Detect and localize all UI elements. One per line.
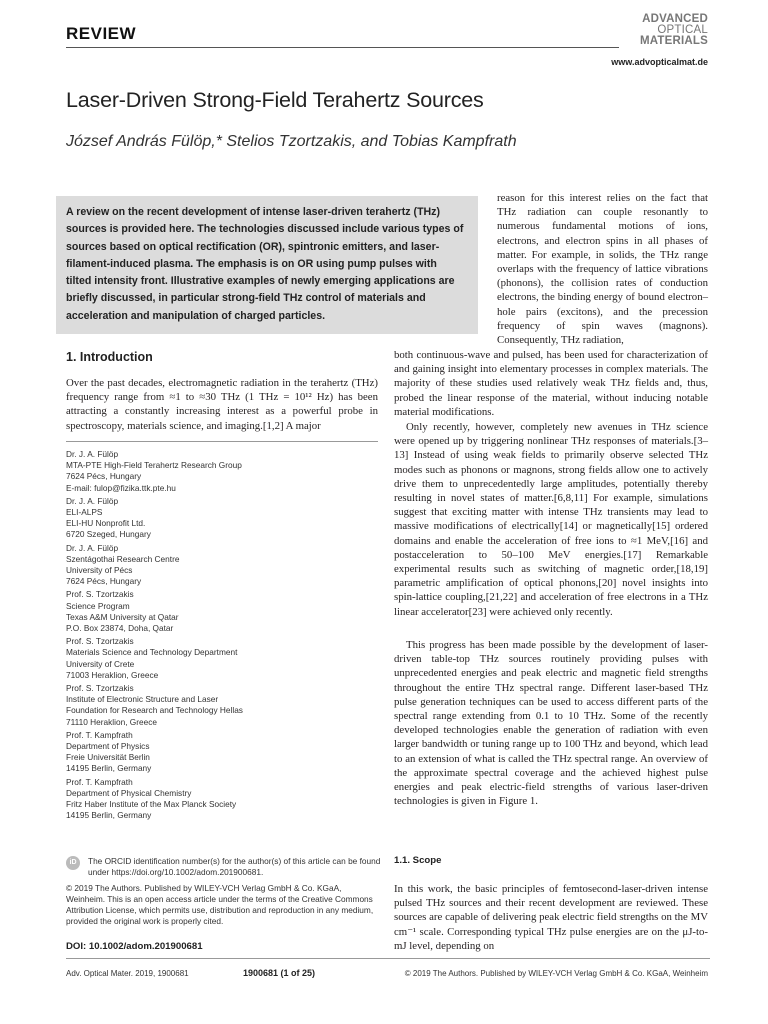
affiliation-line: 7624 Pécs, Hungary bbox=[66, 471, 142, 482]
affiliation-line: 71003 Heraklion, Greece bbox=[66, 669, 159, 680]
affiliation-line: 71110 Heraklion, Greece bbox=[66, 716, 158, 727]
author-list: József András Fülöp,* Stelios Tzortzakis, and Tobias Kampfrath bbox=[66, 133, 517, 150]
logo-line-2: OPTICAL bbox=[657, 24, 708, 36]
footer-rule bbox=[66, 958, 710, 959]
affiliation-line: Dr. J. A. Fülöp bbox=[66, 449, 119, 459]
scope-paragraph: In this work, the basic principles of femtosecond-laser-driven intense pulsed THz sources and their recent development are reviewed. These sources are capable of delivering peak electric field strengths on the MV cm⁻¹ scale. Corresponding typical THz pulse energies are on the μJ-to-mJ level, depending on bbox=[394, 883, 708, 952]
affiliation-block bbox=[66, 496, 378, 541]
affiliation-line: 7624 Pécs, Hungary bbox=[66, 576, 142, 587]
affiliation-rule bbox=[66, 441, 378, 442]
affiliation-line: Foundation for Research and Technology Hellas bbox=[66, 705, 243, 716]
right-paragraph-3: This progress has been made possible by the development of laser-driven table-top THz sources routinely providing pulses with unprecedented energies and peak electric and magnetic field strengths throughout the entire THz spectral range. Different laser-based THz pulse generation techniques can be used to access different parts of the spectral range extending from 0.1 to 10 THz. Some of the recently developed technologies enable the generation of radiation with even larger bandwidth or tuning range up to 100 THz and beyond, which lead to an extension of what is called the THz spectral range. An overview of the approximate spectral coverage and the achieved highest pulse energies and peak electric-field strengths of various laser-driven technologies is given in Figure 1. bbox=[394, 639, 708, 808]
footer-journal: Adv. Optical Mater. 2019, 1900681 bbox=[66, 969, 189, 978]
affiliation-line: University of Pécs bbox=[66, 565, 133, 576]
affiliation-line: 14195 Berlin, Germany bbox=[66, 810, 152, 821]
doi[interactable]: DOI: 10.1002/adom.201900681 bbox=[66, 941, 203, 952]
header-rule bbox=[66, 47, 619, 48]
right-paragraph-2: Only recently, however, completely new avenues in THz science were opened up by triggering nonlinear THz responses of materials.[3–13] Instead of using weak fields to primarily observe selected THz modes such as phonons or magnons, strong fields allow one to actively drive them to unprecedentedly large amplitudes, potentially thereby resulting in novel states of matter.[6,8,11] For example, simulations suggest that exciting matter with intense THz transients may lead to massive modifications of electrically[14] or magnetically[15] ordered domains and enable the acceleration of free ions to ≈1 MeV,[16] and postacceleration to 50–100 MeV energies.[17] Remarkable experimental results such as switching of magnetic order,[18,19] parametric amplification of optical phonons,[20] novel insights into spin-lattice coupling,[21,22] and acceleration of free electrons in a THz linear accelerator[23] were achieved only recently. bbox=[394, 421, 708, 618]
affiliation-line: University of Crete bbox=[66, 658, 135, 669]
affiliation-line: ELI-ALPS bbox=[66, 507, 103, 518]
affiliation-line: Szentágothai Research Centre bbox=[66, 553, 180, 564]
affiliation-block bbox=[66, 589, 378, 634]
affiliation-line: Prof. T. Kampfrath bbox=[66, 729, 133, 740]
logo-line-3: MATERIALS bbox=[639, 35, 708, 47]
affiliation-block bbox=[66, 449, 378, 494]
affiliation-line: Dr. J. A. Fülöp bbox=[66, 495, 119, 506]
affiliation-line: 6720 Szeged, Hungary bbox=[66, 529, 151, 540]
orcid-icon[interactable]: iD bbox=[66, 856, 80, 870]
affiliation-line: ELI-HU Nonprofit Ltd. bbox=[66, 518, 146, 529]
affiliation-line: Department of Physical Chemistry bbox=[66, 787, 192, 798]
right-paragraph-continued: both continuous-wave and pulsed, has been used for characterization of and gaining insight into elementary processes in complex materials. The majority of these studies used relatively weak THz fields and, thus, probed the linear response of the material, without inducing notable material modifications. bbox=[394, 349, 708, 418]
affiliation-line: Fritz Haber Institute of the Max Planck Society bbox=[66, 799, 237, 810]
abstract-text: A review on the recent development of intense laser-driven terahertz (THz) sources is provided here. The technologies discussed include various types of sources based on optical rectification (OR), spintronic emitters, and laser-filament-induced plasma. The emphasis is on OR using pump pulses with tilted intensity front. Illustrative examples of newly emerging applications are briefly discussed, in particular strong-field THz control of materials and acceleration and manipulation of charged particles. bbox=[66, 206, 464, 322]
journal-logo bbox=[622, 14, 708, 47]
affiliation-block bbox=[66, 683, 378, 728]
affiliation-line: Institute of Electronic Structure and Laser bbox=[66, 694, 219, 705]
affiliation-line: Prof. T. Kampfrath bbox=[66, 776, 133, 787]
scope-heading: 1.1. Scope bbox=[394, 855, 442, 866]
affiliation-line: Dr. J. A. Fülöp bbox=[66, 542, 119, 553]
journal-url[interactable]: www.advopticalmat.de bbox=[611, 57, 708, 67]
affiliation-line: P.O. Box 23874, Doha, Qatar bbox=[66, 623, 174, 634]
affiliation-line: Science Program bbox=[66, 600, 130, 611]
affiliation-line: Prof. S. Tzortzakis bbox=[66, 683, 134, 694]
email-link[interactable]: E-mail: fulop@fizika.ttk.pte.hu bbox=[66, 482, 176, 493]
affiliation-block bbox=[66, 636, 378, 681]
affiliation-line: Department of Physics bbox=[66, 741, 150, 752]
affiliation-line: MTA-PTE High-Field Terahertz Research Group bbox=[66, 460, 242, 471]
affiliation-line: Prof. S. Tzortzakis bbox=[66, 636, 134, 647]
intro-heading: 1. Introduction bbox=[66, 350, 153, 364]
intro-paragraph-left: Over the past decades, electromagnetic radiation in the terahertz (THz) frequency range from ≈1 to ≈30 THz (1 THz = 10¹² Hz) has been attracting a constantly increasing interest as a powerful probe in spectroscopy, materials science, and imaging.[1,2] A major bbox=[66, 377, 378, 432]
affiliation-block bbox=[66, 730, 378, 775]
affiliation-line: Prof. S. Tzortzakis bbox=[66, 589, 134, 600]
right-column-top-paragraph: reason for this interest relies on the fact that THz radiation can couple resonantly to numerous fundamental motions of ions, electrons, and electron spins in all phases of matter. For example, in solids, the THz range overlaps with the frequency of lattice vibrations (phonons), the collision rates of conduction electrons, the binding energy of bound electron–hole pairs (excitons), and the precession frequency of spin waves (magnons). Consequently, THz radiation, bbox=[497, 192, 708, 347]
affiliation-line: 14195 Berlin, Germany bbox=[66, 763, 152, 774]
orcid-text: The ORCID identification number(s) for the author(s) of this article can be found under https://doi.org/10.1002/adom.201900681. bbox=[88, 856, 381, 877]
footer-copyright: © 2019 The Authors. Published by WILEY-VCH Verlag GmbH & Co. KGaA, Weinheim bbox=[404, 969, 708, 978]
logo-line-1: ADVANCED bbox=[642, 13, 708, 25]
affiliations bbox=[66, 449, 378, 824]
affiliation-block bbox=[66, 543, 378, 588]
affiliation-block bbox=[66, 777, 378, 822]
affiliation-line: Materials Science and Technology Department bbox=[66, 647, 238, 658]
affiliation-line: Texas A&M University at Qatar bbox=[66, 611, 179, 622]
abstract-box bbox=[56, 196, 478, 334]
affiliation-line: Freie Universität Berlin bbox=[66, 752, 150, 763]
orcid-note bbox=[66, 856, 382, 878]
copyright-note: © 2019 The Authors. Published by WILEY-VCH Verlag GmbH & Co. KGaA, Weinheim. This is an open access article under the terms of the Creative Commons Attribution License, which permits use, distribution and reproduction in any medium, provided the original work is properly cited. bbox=[66, 883, 374, 926]
footer-page: 1900681 (1 of 25) bbox=[243, 968, 316, 978]
section-label: REVIEW bbox=[66, 24, 137, 43]
article-title: Laser-Driven Strong-Field Terahertz Sources bbox=[66, 88, 484, 112]
